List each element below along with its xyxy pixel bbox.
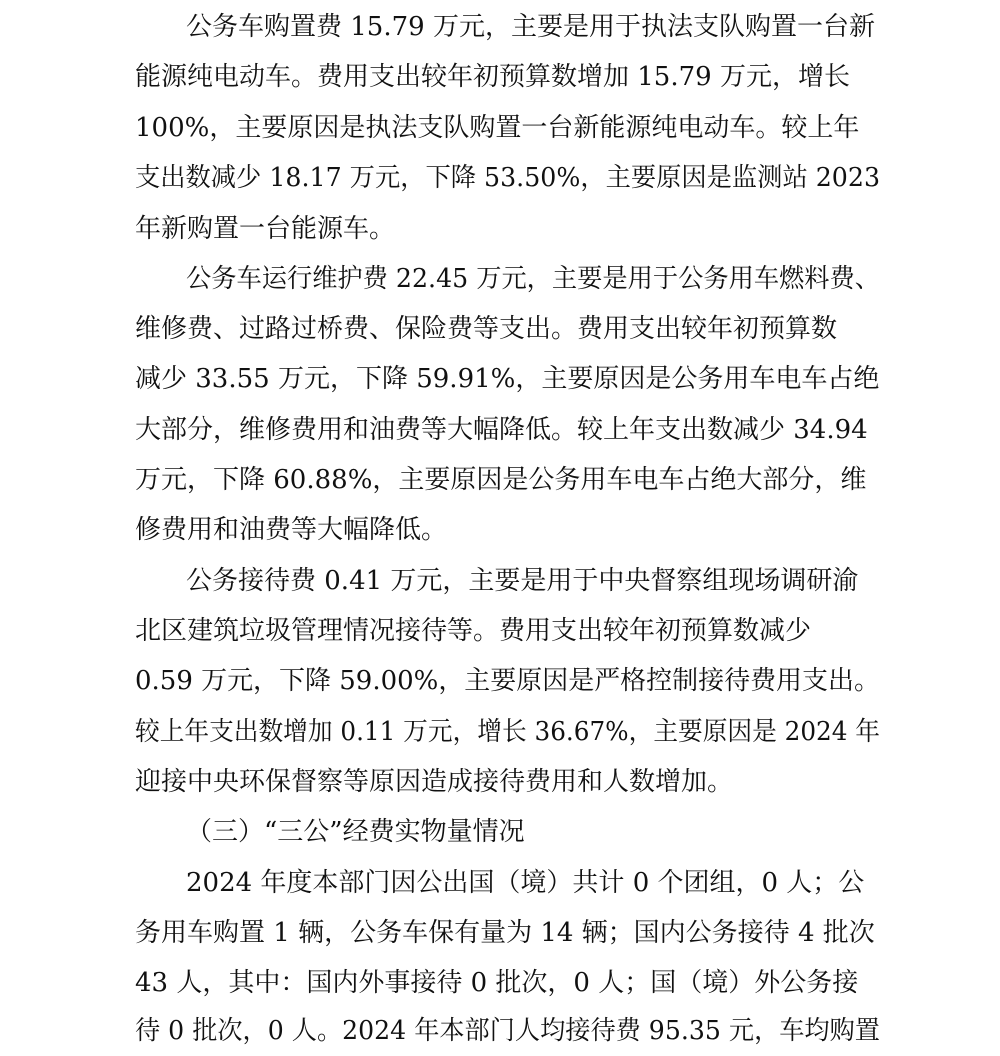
paragraph-line: 年新购置一台能源车。: [135, 214, 396, 244]
paragraph-line: 公务车购置费 15.79 万元，主要是用于执法支队购置一台新: [186, 12, 875, 42]
paragraph-line: 2024 年度本部门因公出国（境）共计 0 个团组，0 人；公: [186, 868, 865, 898]
paragraph-line: 万元，下降 60.88%，主要原因是公务用车电车占绝大部分，维: [135, 465, 867, 495]
paragraph-line: 43 人，其中：国内外事接待 0 批次，0 人；国（境）外公务接: [135, 968, 859, 998]
paragraph-line: 待 0 批次，0 人。2024 年本部门人均接待费 95.35 元，车均购置: [135, 1016, 880, 1046]
paragraph-line: 公务车运行维护费 22.45 万元，主要是用于公务用车燃料费、: [186, 264, 881, 294]
paragraph-line: 务用车购置 1 辆，公务车保有量为 14 辆；国内公务接待 4 批次: [135, 918, 875, 948]
paragraph-line: 减少 33.55 万元，下降 59.91%，主要原因是公务用车电车占绝: [135, 364, 880, 394]
paragraph-line: 能源纯电动车。费用支出较年初预算数增加 15.79 万元，增长: [135, 62, 850, 92]
paragraph-line: 大部分，维修费用和油费等大幅降低。较上年支出数减少 34.94: [135, 415, 868, 445]
paragraph-line: 0.59 万元，下降 59.00%，主要原因是严格控制接待费用支出。: [135, 666, 880, 696]
paragraph-line: 支出数减少 18.17 万元，下降 53.50%，主要原因是监测站 2023: [135, 163, 881, 193]
paragraph-line: 北区建筑垃圾管理情况接待等。费用支出较年初预算数减少: [135, 616, 812, 646]
paragraph-line: 公务接待费 0.41 万元，主要是用于中央督察组现场调研渝: [186, 566, 859, 596]
paragraph-line: 较上年支出数增加 0.11 万元，增长 36.67%，主要原因是 2024 年: [135, 717, 880, 747]
paragraph-line: 100%，主要原因是执法支队购置一台新能源纯电动车。较上年: [135, 113, 860, 143]
paragraph-line: 迎接中央环保督察等原因造成接待费用和人数增加。: [135, 767, 734, 797]
paragraph-line: 修费用和油费等大幅降低。: [135, 515, 448, 545]
section-heading: （三）“三公”经费实物量情况: [186, 817, 525, 847]
paragraph-line: 维修费、过路过桥费、保险费等支出。费用支出较年初预算数: [135, 314, 838, 344]
